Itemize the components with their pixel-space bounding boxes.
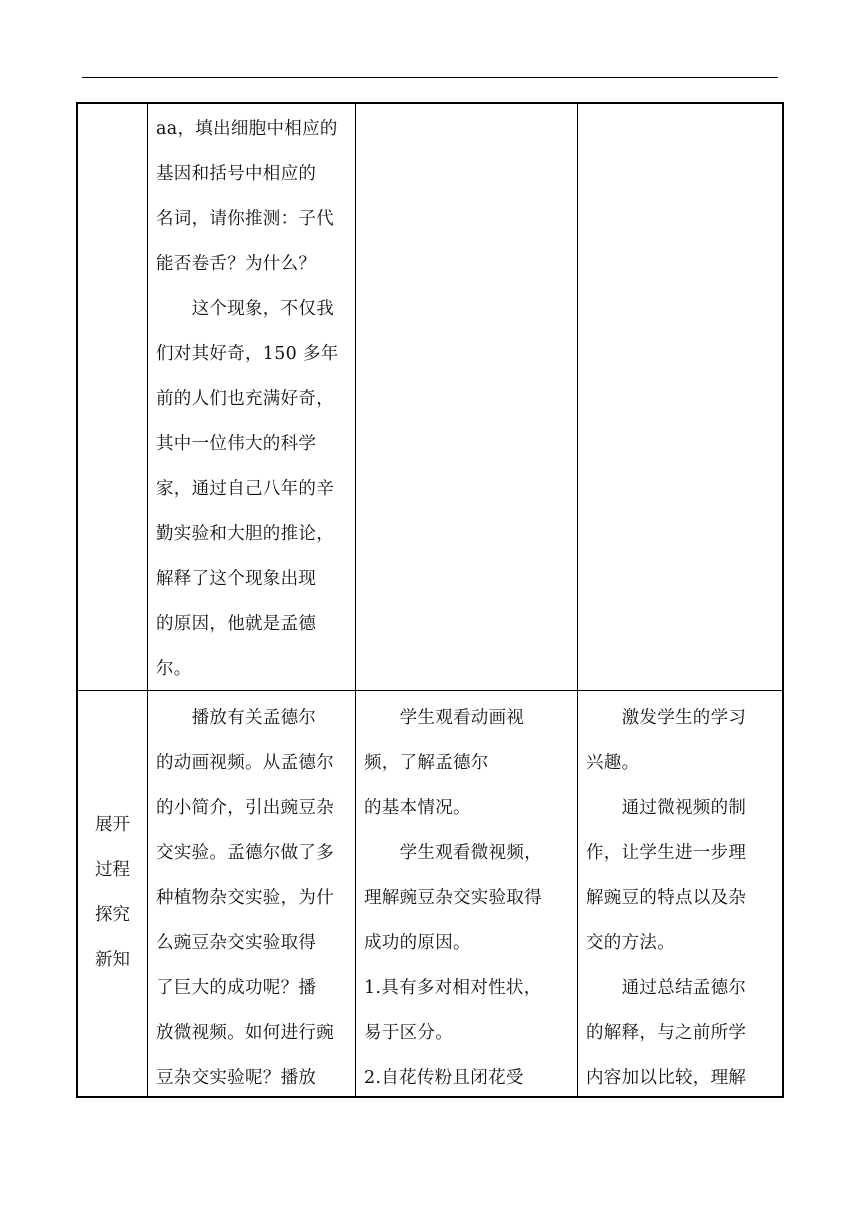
row-divider: [78, 690, 782, 691]
text-line: 解释了这个现象出现: [156, 569, 317, 589]
lesson-plan-table: [76, 102, 784, 1098]
text-line: 的基本情况。: [364, 798, 471, 818]
text-line: 的动画视频。从孟德尔: [156, 753, 334, 773]
text-line: 通过微视频的制: [586, 798, 747, 818]
text-line: 放微视频。如何进行豌: [156, 1023, 334, 1043]
text-line: 易于区分。: [364, 1023, 453, 1043]
text-line: 交实验。孟德尔做了多: [156, 843, 334, 863]
row2-student-cell: [364, 696, 576, 1096]
row1-student-cell: [356, 104, 577, 690]
text-line: 勤实验和大胆的推论，: [156, 524, 334, 544]
column-divider: [147, 104, 148, 1096]
text-line: 名词，请你推测：子代: [156, 209, 334, 229]
text-line: 理解豌豆杂交实验取得: [364, 888, 542, 908]
text-line: 这个现象，不仅我: [156, 299, 334, 319]
row1-intent-cell: [578, 104, 782, 690]
text-line: 交的方法。: [586, 933, 675, 953]
text-line: 们对其好奇，150 多年: [156, 344, 339, 364]
text-line: aa，填出细胞中相应的: [156, 119, 338, 139]
row2-intent-cell: [586, 696, 782, 1096]
row2-stage-cell: [78, 803, 147, 983]
page-header-rule: [82, 77, 778, 78]
row1-stage-cell: [78, 104, 147, 690]
text-line: 的小简介，引出豌豆杂: [156, 798, 334, 818]
text-line: 尔。: [156, 659, 192, 679]
text-line: 通过总结孟德尔: [586, 978, 747, 998]
text-line: 2.自花传粉且闭花受: [364, 1068, 524, 1088]
text-line: 能否卷舌？为什么？: [156, 254, 317, 274]
text-line: 的原因，他就是孟德: [156, 614, 317, 634]
text-line: 解豌豆的特点以及杂: [586, 888, 747, 908]
row2-teacher-cell: [156, 696, 352, 1096]
text-line: 1.具有多对相对性状，: [364, 978, 542, 998]
text-line: 播放有关孟德尔: [156, 708, 317, 728]
text-line: 其中一位伟大的科学: [156, 434, 317, 454]
text-line: 家，通过自己八年的辛: [156, 479, 334, 499]
text-line: 作，让学生进一步理: [586, 843, 747, 863]
text-line: 么豌豆杂交实验取得: [156, 933, 317, 953]
text-line: 基因和括号中相应的: [156, 164, 317, 184]
stage-label-line: 探究: [95, 905, 130, 925]
text-line: 成功的原因。: [364, 933, 471, 953]
stage-label-line: 新知: [95, 950, 130, 970]
text-line: 种植物杂交实验，为什: [156, 888, 334, 908]
stage-label-line: 展开: [95, 815, 130, 835]
stage-label-line: 过程: [95, 860, 130, 880]
text-line: 前的人们也充满好奇，: [156, 389, 334, 409]
text-line: 豆杂交实验呢？播放: [156, 1068, 317, 1088]
text-line: 内容加以比较，理解: [586, 1068, 747, 1088]
text-line: 了巨大的成功呢？播: [156, 978, 317, 998]
text-line: 频，了解孟德尔: [364, 753, 489, 773]
text-line: 激发学生的学习: [586, 708, 747, 728]
text-line: 学生观看微视频，: [364, 843, 542, 863]
row1-teacher-cell: [156, 107, 352, 690]
text-line: 兴趣。: [586, 753, 640, 773]
text-line: 的解释，与之前所学: [586, 1023, 747, 1043]
text-line: 学生观看动画视: [364, 708, 525, 728]
